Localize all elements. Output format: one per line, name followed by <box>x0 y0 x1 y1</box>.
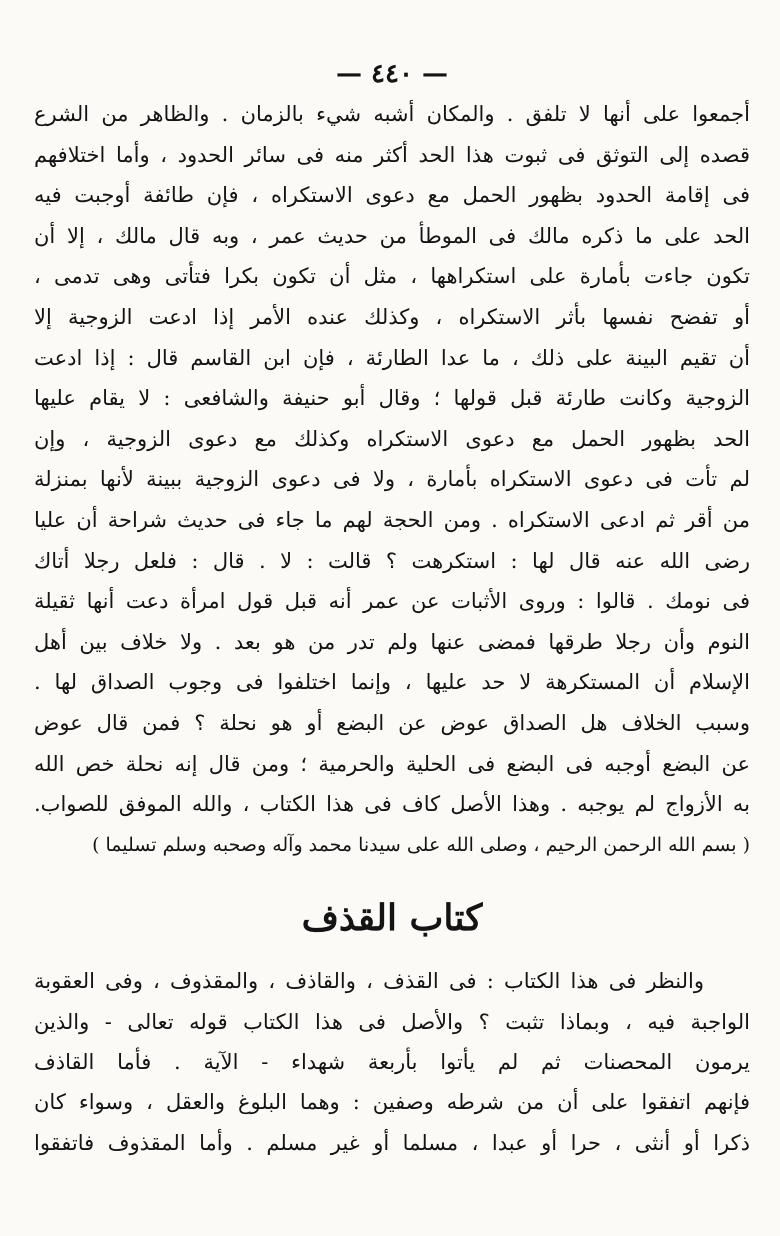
text-line: أجمعوا على أنها لا تلفق . والمكان أشبه شيء بالزمان . والظاهر من الشرع <box>34 102 750 126</box>
page-number: — ٤٤٠ — <box>335 59 449 89</box>
text-line: الإسلام أن المستكرهة لا حد عليها ، وإنما اختلفوا فى وجوب الصداق لها . <box>34 670 750 695</box>
text-line: الواجبة فيه ، وبماذا تثبت ؟ والأصل فى هذا الكتاب قوله تعالى - والذين <box>34 1009 750 1034</box>
text-line: الحد بظهور الحمل مع دعوى الاستكراه وكذلك مع دعوى الزوجية ، وإن <box>34 426 750 451</box>
text-line: رضى الله عنه قال لها : استكرهت ؟ قالت : لا . قال : فلعل رجلا أتاك <box>34 548 750 573</box>
text-line: ذكرا أو أنثى ، حرا أو عبدا ، مسلما أو غير مسلم . وأما المقذوف فاتفقوا <box>34 1130 750 1155</box>
paragraph-qadhf <box>34 961 750 1163</box>
text-line: النوم وأن رجلا طرقها فمضى عنها ولم تدر من هو بعد . ولا خلاف بين أهل <box>34 629 750 654</box>
text-line: الحد على ما ذكره مالك فى الموطأ من حديث عمر ، وبه قال مالك ، إلا أن <box>34 223 750 248</box>
text-line: أن تقيم البينة على ذلك ، ما عدا الطارئة ، فإن ابن القاسم قال : إذا ادعت <box>34 345 750 370</box>
text-line: قصده إلى التوثق فى ثبوت هذا الحد أكثر منه فى سائر الحدود ، وأما اختلافهم <box>34 142 750 167</box>
text-line: الزوجية وكانت طارئة قبل قولها ؛ وقال أبو حنيفة والشافعى : لا يقام عليها <box>34 386 750 411</box>
text-line: والنظر فى هذا الكتاب : فى القذف ، والقاذف ، والمقذوف ، وفى العقوبة <box>34 969 704 994</box>
paragraph-zina-proof <box>34 94 750 865</box>
text-line: لم تأت فى دعوى الاستكراه بأمارة ، ولا فى دعوى الزوجية ببينة لأنها بمنزلة <box>34 467 750 492</box>
text-line: فى نومك . قالوا : وروى الأثبات عن عمر أنه قبل قول امرأة دعت أنها ثقيلة <box>34 589 750 614</box>
text-line: عن البضع أوجبه فى البضع فى الحلية والحرمية ؛ ومن قال إنه نحلة خص الله <box>34 751 750 776</box>
basmala-line: ( بسم الله الرحمن الرحيم ، وصلى الله على سيدنا محمد وآله وصحبه وسلم تسليما ) <box>92 833 750 856</box>
text-line: فإنهم اتفقوا على أن من شرطه وصفين : وهما البلوغ والعقل ، وسواء كان <box>34 1090 750 1115</box>
text-line: فى إقامة الحدود بظهور الحمل مع دعوى الاستكراه ، فإن طائفة أوجبت فيه <box>34 183 750 208</box>
text-line: من أقر ثم ادعى الاستكراه . ومن الحجة لهم ما جاء فى حديث شراحة أن عليا <box>34 507 750 532</box>
text-line: تكون جاءت بأمارة على استكراهها ، مثل أن تكون بكرا فتأتى وهى تدمى ، <box>34 264 750 289</box>
section-title: كتاب القذف <box>301 897 483 940</box>
text-line: يرمون المحصنات ثم لم يأتوا بأربعة شهداء - الآية . فأما القاذف <box>34 1050 750 1075</box>
text-line: أو تفضح نفسها بأثر الاستكراه ، وكذلك عنده الأمر إذا ادعت الزوجية إلا <box>34 304 750 329</box>
text-line: وسبب الخلاف هل الصداق عوض عن البضع أو هو نحلة ؟ فمن قال عوض <box>34 710 750 735</box>
text-line: به الأزواج لم يوجبه . وهذا الأصل كاف فى هذا الكتاب ، والله الموفق للصواب. <box>34 792 750 817</box>
